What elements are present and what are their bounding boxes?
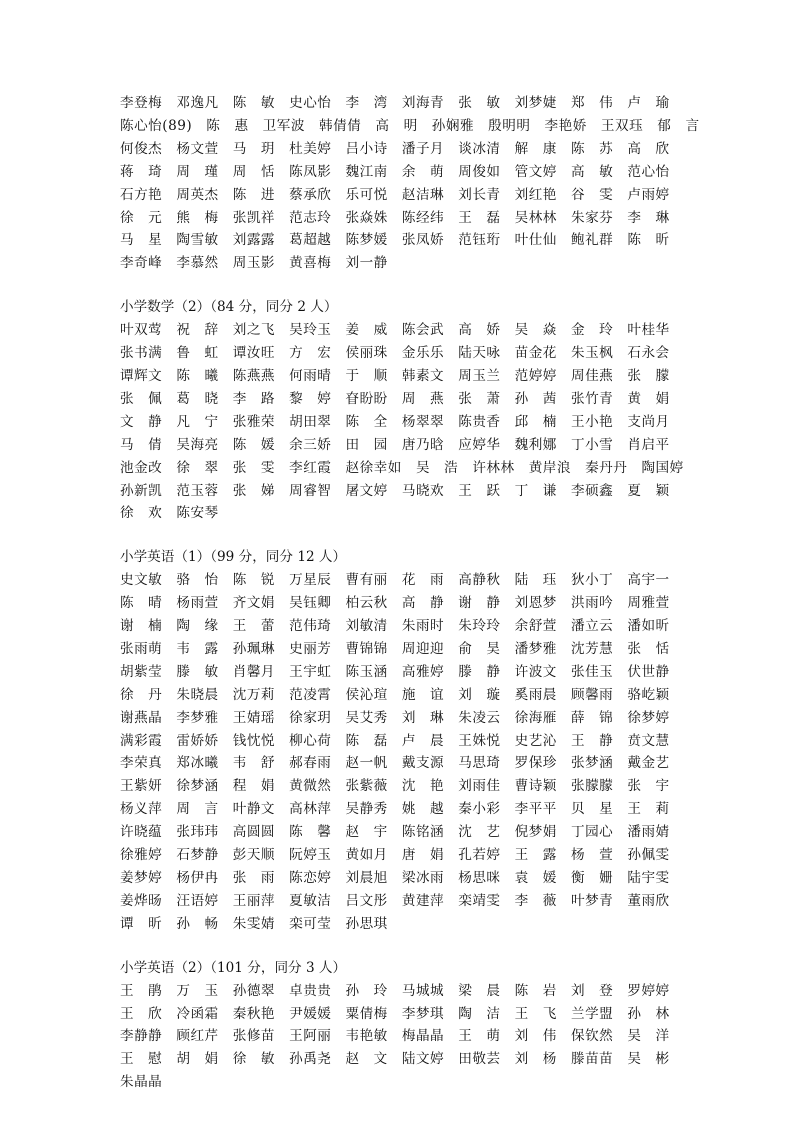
section-heading: 小学英语（1）（99 分，同分 12 人） <box>120 549 347 566</box>
name-line: 胡紫莹 滕 敏 肖馨月 王宇虹 陈玉涵 高雅婷 滕 静 许波文 张佳玉 伏世静 <box>120 663 670 680</box>
section-heading: 小学数学（2）（84 分，同分 2 人） <box>120 299 338 316</box>
name-line: 朱晶晶 <box>120 1074 163 1091</box>
name-line: 叶双莺 祝 辞 刘之飞 吴玲玉 姜 威 陈会武 高 娇 吴 焱 金 玲 叶桂华 <box>120 322 670 339</box>
name-line: 池金改 徐 翠 张 雯 李红霞 赵徐幸如 吴 浩 许林林 黄岸浪 秦丹丹 陶国婷 <box>120 459 684 476</box>
name-line: 姜烨旸 汪语婷 王丽萍 夏敏洁 吕文彤 黄建萍 栾靖雯 李 薇 叶梦青 董雨欣 <box>120 892 670 909</box>
name-line: 谢 楠 陶 缘 王 蕾 范伟琦 刘敏清 朱雨时 朱玲玲 余舒萱 潘立云 潘如昕 <box>120 618 670 635</box>
name-line: 陈 晴 杨雨萱 齐文娟 吴钰卿 柏云秋 高 静 谢 静 刘恩梦 洪雨吟 周雅萱 <box>120 595 670 612</box>
english-1-section <box>120 546 685 935</box>
name-line: 马 倩 吴海亮 陈 媛 余三娇 田 园 唐乃晗 应婷华 魏利娜 丁小雪 肖启平 <box>120 436 670 453</box>
name-line: 马 星 陶雪敏 刘露露 葛超越 陈梦媛 张凤娇 范钰珩 叶仕仙 鲍礼群 陈 昕 <box>120 232 670 249</box>
name-line: 王 慰 胡 娟 徐 敏 孙禹尧 赵 文 陆文婷 田敬芸 刘 杨 滕苗苗 吴 彬 <box>120 1051 670 1068</box>
name-line: 张 佩 葛 晓 李 路 黎 婷 眘盼盼 周 燕 张 萧 孙 茜 张竹青 黄 娟 <box>120 390 670 407</box>
name-line: 徐雅婷 石梦静 彭天顺 阮婷玉 黄如月 唐 娟 孔若婷 王 露 杨 萱 孙佩雯 <box>120 847 670 864</box>
name-line: 李荣真 郑冰曦 韦 舒 郝春雨 赵一帆 戴支源 马思琦 罗保珍 张梦涵 戴金艺 <box>120 755 670 772</box>
name-line: 王 鹃 万 玉 孙德翠 卓贵贵 孙 玲 马城城 梁 晨 陈 岩 刘 登 罗婷婷 <box>120 982 670 999</box>
name-line: 杨义萍 周 言 叶静文 高林萍 吴静秀 姚 越 秦小彩 李平平 贝 星 王 莉 <box>120 801 670 818</box>
name-line: 张雨萌 韦 露 孙珮琳 史丽芳 曹锦锦 周迎迎 俞 昊 潘梦雅 沈芳慧 张 恬 <box>120 640 670 657</box>
section-heading: 小学英语（2）（101 分，同分 3 人） <box>120 959 347 976</box>
name-line: 姜梦婷 杨伊冉 张 雨 陈恋婷 刘晨旭 梁冰雨 杨思咪 袁 媛 衡 姗 陆宇雯 <box>120 870 670 886</box>
name-line: 孙新凯 范玉蓉 张 娣 周睿智 屠文婷 马晓欢 王 跃 丁 谦 李硕鑫 夏 颖 <box>120 482 670 499</box>
name-line: 谢燕晶 李梦雅 王婧瑶 徐家玥 吴艾秀 刘 琳 朱凌云 徐海雁 薛 锦 徐梦婷 <box>120 709 670 726</box>
name-line: 王紫妍 徐梦涵 程 娟 黄微然 张紫薇 沈 艳 刘雨佳 曹诗颖 张朦朦 张 宇 <box>120 778 670 795</box>
name-line: 李登梅 邓逸凡 陈 敏 史心怡 李 湾 刘海青 张 敏 刘梦婕 郑 伟 卢 瑜 <box>120 95 670 111</box>
name-line: 文 静 凡 宁 张雅荣 胡田翠 陈 全 杨翠翠 陈贵香 邱 楠 王小艳 支尚月 <box>120 413 670 430</box>
name-line: 石方艳 周英杰 陈 进 蔡承欣 乐可悦 赵洁琳 刘长青 刘红艳 谷 雯 卢雨婷 <box>120 186 670 203</box>
name-line: 谭 昕 孙 畅 朱雯婧 栾可莹 孙思琪 <box>120 915 388 932</box>
name-line: 蒋 琦 周 瑾 周 恬 陈凤影 魏江南 余 萌 周俊如 管文婷 高 敏 范心怡 <box>120 163 670 180</box>
name-line: 许晓蕴 张玮玮 高圆圆 陈 馨 赵 宇 陈铭涵 沈 艺 倪梦娟 丁园心 潘雨婧 <box>120 824 670 841</box>
name-line: 满彩霞 雷娇娇 钱忱悦 柳心荷 陈 磊 卢 晨 王姝悦 史艺沁 王 静 贲文慧 <box>120 732 670 749</box>
name-line: 徐 丹 朱晓晨 沈万莉 范凌霄 侯沁瑄 施 谊 刘 璇 奚雨晨 顾馨雨 骆屹颖 <box>120 686 670 703</box>
name-line: 何俊杰 杨文萱 马 玥 杜美婷 吕小诗 潘子月 谈冰清 解 康 陈 苏 高 欣 <box>120 140 670 157</box>
math-2-section <box>120 296 685 525</box>
name-line: 徐 欢 陈安琴 <box>120 505 219 522</box>
name-line: 王 欣 冷函霜 秦秋艳 尹媛媛 粟倩梅 李梦琪 陶 洁 王 飞 兰学盟 孙 林 <box>120 1005 670 1022</box>
name-line: 李奇峰 李慕然 周玉影 黄喜梅 刘一静 <box>120 255 388 272</box>
name-line: 徐 元 熊 梅 张凯祥 范志玲 张焱姝 陈经纬 王 磊 吴林林 朱家芬 李 琳 <box>120 209 670 226</box>
name-line: 李静静 顾红芹 张修苗 王阿丽 韦艳敏 梅晶晶 王 萌 刘 伟 保钦然 吴 洋 <box>120 1028 670 1045</box>
name-line: 张书满 鲁 虹 谭汝旺 方 宏 侯丽珠 金乐乐 陆天咏 苗金花 朱玉枫 石永会 <box>120 345 670 362</box>
english-2-section <box>120 957 685 1094</box>
name-line: 谭辉文 陈 曦 陈燕燕 何雨晴 于 顺 韩素文 周玉兰 范婷婷 周佳燕 张 朦 <box>120 367 670 384</box>
name-line: 史文敏 骆 怡 陈 锐 万星辰 曹有丽 花 雨 高静秋 陆 珏 狄小丁 高宇一 <box>120 572 670 589</box>
name-list-section-1 <box>120 92 700 275</box>
name-line: 陈心怡(89) 陈 惠 卫军波 韩倩倩 高 明 孙娴雅 殷明明 李艳娇 王双珏 郁 言 <box>120 117 700 134</box>
document-page <box>120 92 700 1094</box>
